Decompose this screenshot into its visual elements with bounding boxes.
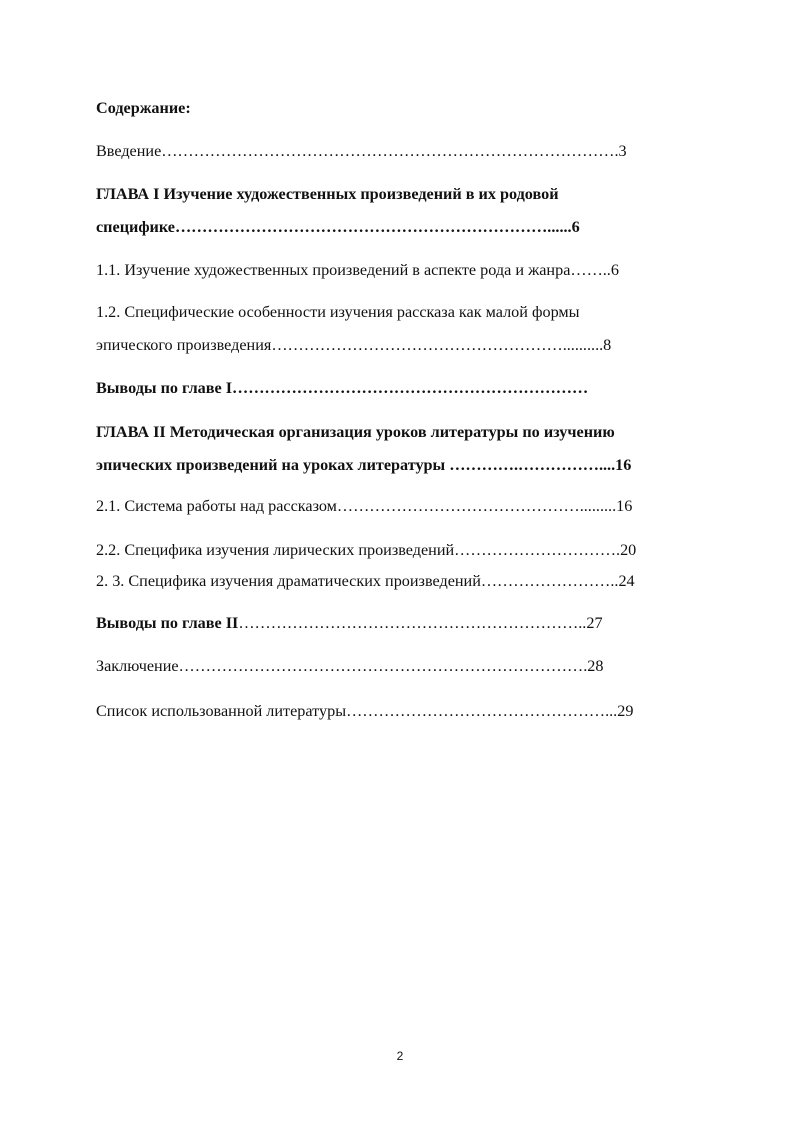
page-number: 2 — [396, 1049, 404, 1063]
toc-entry-chapter-2-conclusions-label: Выводы по главе II — [96, 614, 239, 632]
toc-entry-section-2-1: 2.1. Система работы над рассказом……………………………………….........16 — [96, 497, 633, 515]
toc-entry-chapter-2-conclusions — [96, 615, 603, 631]
toc-entry-chapter-1-title-cont: специфике……………………………………………………………......6 — [96, 218, 580, 236]
toc-entry-chapter-2-title: ГЛАВА II Методическая организация уроков литературы по изучению — [96, 423, 615, 441]
toc-entry-bibliography: Список использованной литературы…………………………………………...29 — [96, 702, 634, 720]
toc-entry-intro: Введение………………………………………………………………………….3 — [96, 142, 627, 160]
toc-heading: Содержание: — [96, 99, 191, 117]
toc-entry-section-2-2: 2.2. Специфика изучения лирических произведений………………………….20 — [96, 541, 637, 559]
toc-entry-section-2-3: 2. 3. Специфика изучения драматических произведений……………………..24 — [96, 572, 635, 590]
toc-entry-chapter-2-conclusions-dots: ………………………………………………………..27 — [238, 614, 603, 632]
toc-entry-chapter-2-title-cont: эпических произведений на уроках литературы ………….……………....16 — [96, 456, 632, 474]
toc-entry-section-1-2-cont: эпического произведения………………………………………………..........8 — [96, 336, 612, 354]
toc-entry-chapter-1-title: ГЛАВА I Изучение художественных произведений в их родовой — [96, 185, 559, 203]
toc-entry-chapter-1-conclusions: Выводы по главе I………………………………………………………… — [96, 379, 589, 397]
toc-entry-section-1-1: 1.1. Изучение художественных произведений в аспекте рода и жанра……..6 — [96, 261, 619, 279]
toc-entry-conclusion: Заключение………………………………………………………………….28 — [96, 657, 604, 675]
toc-entry-section-1-2: 1.2. Специфические особенности изучения рассказа как малой формы — [96, 303, 580, 321]
